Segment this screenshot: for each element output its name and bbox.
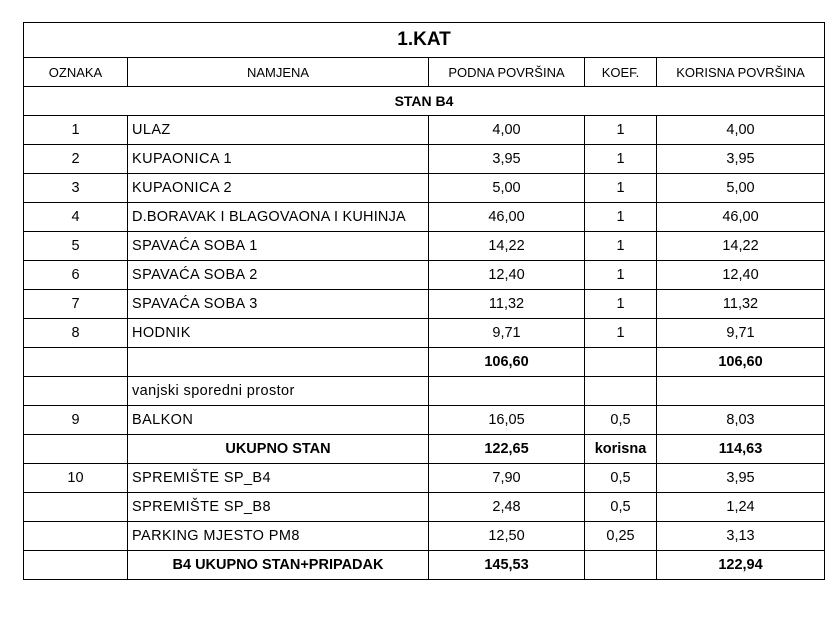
cell-podna: 9,71 <box>429 319 585 348</box>
cell-oznaka: 6 <box>24 261 128 290</box>
cell-korisna: 11,32 <box>657 290 825 319</box>
cell-namjena: SPREMIŠTE SP_B4 <box>128 464 429 493</box>
cell-namjena: D.BORAVAK I BLAGOVAONA I KUHINJA <box>128 203 429 232</box>
outdoor-label-row <box>24 377 825 406</box>
cell-namjena: HODNIK <box>128 319 429 348</box>
cell-oznaka: 9 <box>24 406 128 435</box>
header-oznaka: OZNAKA <box>24 58 128 87</box>
title-row <box>24 23 825 58</box>
header-koef: KOEF. <box>585 58 657 87</box>
cell-namjena: PARKING MJESTO PM8 <box>128 522 429 551</box>
table-row <box>24 319 825 348</box>
table-row <box>24 493 825 522</box>
table-row <box>24 464 825 493</box>
cell-podna: 12,50 <box>429 522 585 551</box>
cell-oznaka: 7 <box>24 290 128 319</box>
subtotal-row <box>24 348 825 377</box>
cell-koef: 1 <box>585 116 657 145</box>
cell-oznaka: 10 <box>24 464 128 493</box>
grand-total-row <box>24 551 825 580</box>
cell-koef: 0,5 <box>585 406 657 435</box>
cell-korisna: 3,13 <box>657 522 825 551</box>
cell-namjena: SPAVAĆA SOBA 3 <box>128 290 429 319</box>
cell-podna: 2,48 <box>429 493 585 522</box>
cell-oznaka: 8 <box>24 319 128 348</box>
cell-koef: 0,5 <box>585 464 657 493</box>
total-stan-koef: korisna <box>585 435 657 464</box>
cell-podna: 3,95 <box>429 145 585 174</box>
cell-oznaka: 1 <box>24 116 128 145</box>
cell-koef: 1 <box>585 319 657 348</box>
cell-podna: 14,22 <box>429 232 585 261</box>
total-stan-row <box>24 435 825 464</box>
header-korisna: KORISNA POVRŠINA <box>657 58 825 87</box>
cell-podna: 5,00 <box>429 174 585 203</box>
cell-podna: 11,32 <box>429 290 585 319</box>
cell-namjena: KUPAONICA 2 <box>128 174 429 203</box>
table-row <box>24 406 825 435</box>
cell-podna: 46,00 <box>429 203 585 232</box>
header-podna: PODNA POVRŠINA <box>429 58 585 87</box>
cell-podna: 16,05 <box>429 406 585 435</box>
section-title: STAN B4 <box>24 87 825 116</box>
cell-namjena: BALKON <box>128 406 429 435</box>
cell-namjena: SPAVAĆA SOBA 2 <box>128 261 429 290</box>
table-row <box>24 116 825 145</box>
grand-total-label: B4 UKUPNO STAN+PRIPADAK <box>128 551 429 580</box>
cell-korisna: 5,00 <box>657 174 825 203</box>
cell-koef: 0,25 <box>585 522 657 551</box>
cell-namjena: SPREMIŠTE SP_B8 <box>128 493 429 522</box>
cell-namjena: SPAVAĆA SOBA 1 <box>128 232 429 261</box>
cell-podna: 12,40 <box>429 261 585 290</box>
header-namjena: NAMJENA <box>128 58 429 87</box>
table-row <box>24 174 825 203</box>
cell-oznaka: 2 <box>24 145 128 174</box>
cell-namjena: KUPAONICA 1 <box>128 145 429 174</box>
table-row <box>24 522 825 551</box>
cell-koef: 1 <box>585 145 657 174</box>
cell-oznaka: 3 <box>24 174 128 203</box>
cell-korisna: 46,00 <box>657 203 825 232</box>
cell-koef: 0,5 <box>585 493 657 522</box>
total-stan-korisna: 114,63 <box>657 435 825 464</box>
subtotal-korisna: 106,60 <box>657 348 825 377</box>
total-stan-podna: 122,65 <box>429 435 585 464</box>
cell-korisna: 8,03 <box>657 406 825 435</box>
grand-total-korisna: 122,94 <box>657 551 825 580</box>
cell-korisna: 3,95 <box>657 145 825 174</box>
cell-korisna: 12,40 <box>657 261 825 290</box>
section-row <box>24 87 825 116</box>
cell-oznaka: 4 <box>24 203 128 232</box>
cell-oznaka <box>24 522 128 551</box>
subtotal-podna: 106,60 <box>429 348 585 377</box>
total-stan-label: UKUPNO STAN <box>128 435 429 464</box>
cell-koef: 1 <box>585 174 657 203</box>
table-row <box>24 203 825 232</box>
cell-korisna: 4,00 <box>657 116 825 145</box>
cell-oznaka <box>24 493 128 522</box>
cell-korisna: 9,71 <box>657 319 825 348</box>
cell-podna: 4,00 <box>429 116 585 145</box>
table-row <box>24 290 825 319</box>
table-row <box>24 232 825 261</box>
cell-namjena: ULAZ <box>128 116 429 145</box>
cell-oznaka: 5 <box>24 232 128 261</box>
table-row <box>24 261 825 290</box>
area-table <box>23 22 825 580</box>
table-row <box>24 145 825 174</box>
cell-koef: 1 <box>585 261 657 290</box>
grand-total-podna: 145,53 <box>429 551 585 580</box>
outdoor-label: vanjski sporedni prostor <box>128 377 429 406</box>
cell-podna: 7,90 <box>429 464 585 493</box>
cell-koef: 1 <box>585 290 657 319</box>
cell-korisna: 1,24 <box>657 493 825 522</box>
header-row <box>24 58 825 87</box>
cell-korisna: 3,95 <box>657 464 825 493</box>
table-title: 1.KAT <box>24 23 825 58</box>
cell-korisna: 14,22 <box>657 232 825 261</box>
cell-koef: 1 <box>585 232 657 261</box>
cell-koef: 1 <box>585 203 657 232</box>
